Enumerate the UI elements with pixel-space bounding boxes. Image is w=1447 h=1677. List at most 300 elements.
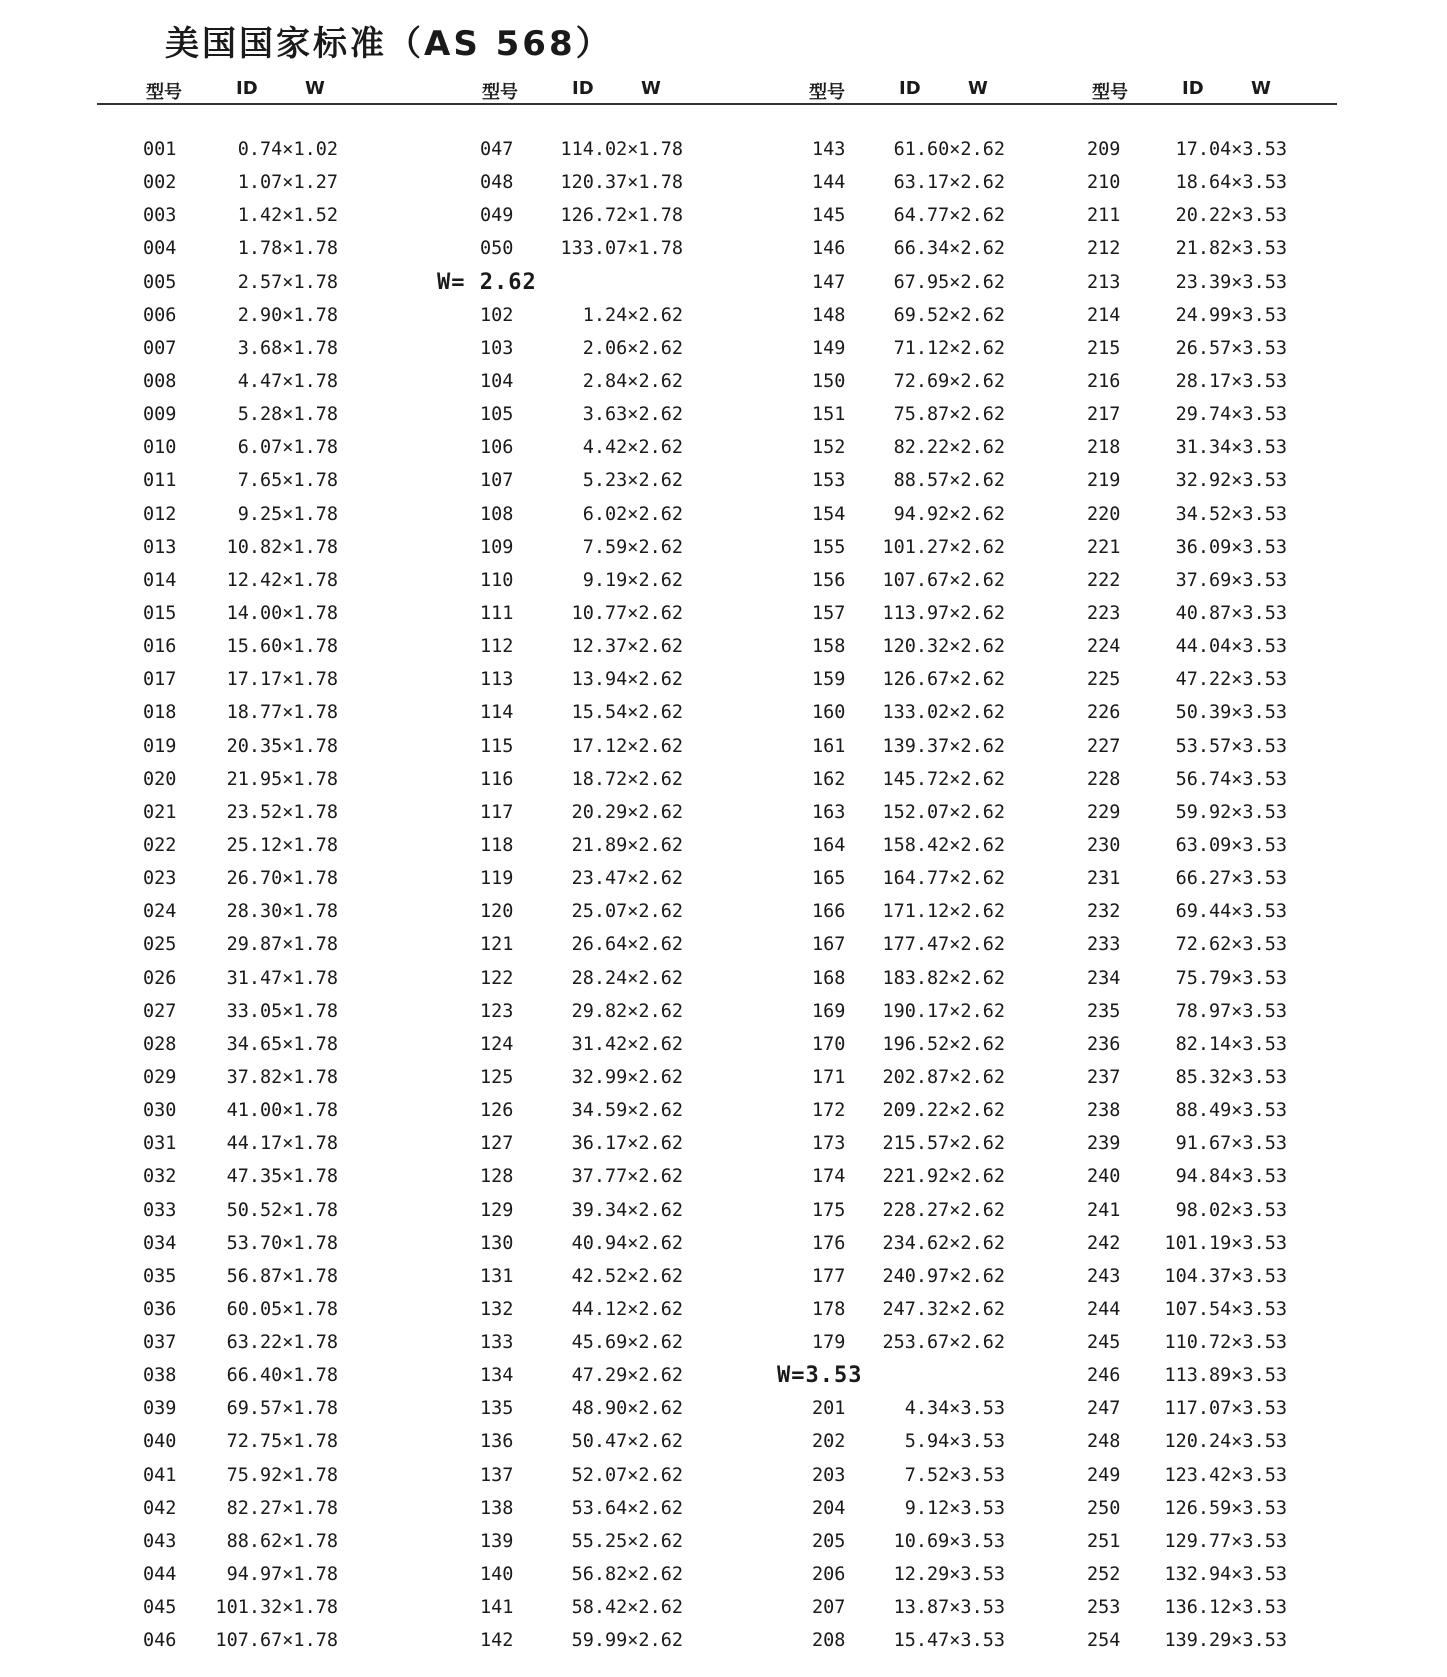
model-code: 035 <box>143 1265 177 1287</box>
table-row <box>480 796 693 829</box>
table-row <box>143 431 348 464</box>
table-row <box>1087 895 1297 928</box>
size-value: 31.34×3.53 <box>1175 437 1287 459</box>
table-row <box>1087 1028 1297 1061</box>
model-code: 122 <box>480 967 514 989</box>
size-value: 47.35×1.78 <box>226 1166 338 1188</box>
size-value: 5.28×1.78 <box>237 404 338 426</box>
model-code: 207 <box>812 1597 846 1619</box>
model-code: 102 <box>480 304 514 326</box>
table-row <box>812 166 1015 199</box>
size-value: 72.69×2.62 <box>893 370 1005 392</box>
model-code: 164 <box>812 834 846 856</box>
model-code: 142 <box>480 1630 514 1652</box>
model-code: 046 <box>143 1630 177 1652</box>
size-value: 55.25×2.62 <box>571 1530 683 1552</box>
model-code: 247 <box>1087 1398 1121 1420</box>
table-row <box>143 1326 348 1359</box>
size-value: 28.24×2.62 <box>571 967 683 989</box>
size-value: 29.74×3.53 <box>1175 404 1287 426</box>
table-row <box>812 696 1015 729</box>
model-code: 148 <box>812 304 846 326</box>
table-row <box>480 862 693 895</box>
table-row <box>812 1492 1015 1525</box>
model-code: 119 <box>480 868 514 890</box>
size-value: 13.87×3.53 <box>893 1597 1005 1619</box>
model-code: 157 <box>812 602 846 624</box>
size-value: 48.90×2.62 <box>571 1398 683 1420</box>
table-row <box>143 332 348 365</box>
table-row <box>1087 962 1297 995</box>
table-row <box>1087 398 1297 431</box>
model-code: 160 <box>812 702 846 724</box>
size-value: 53.64×2.62 <box>571 1497 683 1519</box>
table-row <box>1087 995 1297 1028</box>
size-value: 21.89×2.62 <box>571 834 683 856</box>
size-value: 20.22×3.53 <box>1175 205 1287 227</box>
table-row <box>480 1591 693 1624</box>
table-row <box>143 1591 348 1624</box>
size-value: 26.57×3.53 <box>1175 337 1287 359</box>
model-code: 236 <box>1087 1033 1121 1055</box>
model-code: 229 <box>1087 801 1121 823</box>
model-code: 169 <box>812 1000 846 1022</box>
size-value: 240.97×2.62 <box>882 1265 1005 1287</box>
size-value: 7.52×3.53 <box>904 1464 1005 1486</box>
table-row <box>812 1260 1015 1293</box>
table-row <box>143 1094 348 1127</box>
table-row <box>812 1127 1015 1160</box>
size-value: 5.23×2.62 <box>582 470 683 492</box>
table-row <box>143 730 348 763</box>
table-row <box>143 1293 348 1326</box>
model-code: 130 <box>480 1232 514 1254</box>
model-code: 023 <box>143 868 177 890</box>
model-code: 104 <box>480 370 514 392</box>
model-code: 034 <box>143 1232 177 1254</box>
size-value: 25.07×2.62 <box>571 901 683 923</box>
model-code: 124 <box>480 1033 514 1055</box>
size-value: 15.54×2.62 <box>571 702 683 724</box>
size-value: 15.47×3.53 <box>893 1630 1005 1652</box>
size-value: 82.22×2.62 <box>893 437 1005 459</box>
table-row <box>480 1326 693 1359</box>
size-value: 113.97×2.62 <box>882 602 1005 624</box>
size-value: 59.99×2.62 <box>571 1630 683 1652</box>
model-code: 225 <box>1087 669 1121 691</box>
model-code: 002 <box>143 172 177 194</box>
size-value: 7.65×1.78 <box>237 470 338 492</box>
size-value: 183.82×2.62 <box>882 967 1005 989</box>
model-code: 117 <box>480 801 514 823</box>
model-code: 111 <box>480 602 514 624</box>
model-code: 248 <box>1087 1431 1121 1453</box>
model-code: 116 <box>480 768 514 790</box>
table-row <box>1087 1293 1297 1326</box>
size-value: 36.09×3.53 <box>1175 536 1287 558</box>
size-value: 75.87×2.62 <box>893 404 1005 426</box>
table-row <box>1087 1591 1297 1624</box>
size-value: 69.44×3.53 <box>1175 901 1287 923</box>
size-value: 63.17×2.62 <box>893 172 1005 194</box>
model-code: 145 <box>812 205 846 227</box>
model-code: 172 <box>812 1100 846 1122</box>
size-value: 9.12×3.53 <box>904 1497 1005 1519</box>
model-code: 170 <box>812 1033 846 1055</box>
model-code: 156 <box>812 569 846 591</box>
header-model: 型号 <box>1092 82 1128 103</box>
table-row <box>812 531 1015 564</box>
size-value: 50.52×1.78 <box>226 1199 338 1221</box>
model-code: 143 <box>812 139 846 160</box>
size-value: 202.87×2.62 <box>882 1066 1005 1088</box>
size-value: 158.42×2.62 <box>882 834 1005 856</box>
table-row <box>143 464 348 497</box>
table-row <box>1087 1492 1297 1525</box>
table-row <box>480 464 693 497</box>
model-code: 223 <box>1087 602 1121 624</box>
model-code: 216 <box>1087 370 1121 392</box>
table-row <box>812 862 1015 895</box>
size-value: 6.07×1.78 <box>237 437 338 459</box>
table-row <box>480 498 693 531</box>
model-code: 179 <box>812 1332 846 1354</box>
model-code: 176 <box>812 1232 846 1254</box>
size-value: 1.24×2.62 <box>582 304 683 326</box>
model-code: 230 <box>1087 834 1121 856</box>
size-value: 67.95×2.62 <box>893 271 1005 293</box>
model-code: 026 <box>143 967 177 989</box>
size-value: 18.64×3.53 <box>1175 172 1287 194</box>
model-code: 213 <box>1087 271 1121 293</box>
size-value: 32.99×2.62 <box>571 1066 683 1088</box>
model-code: 167 <box>812 934 846 956</box>
model-code: 171 <box>812 1066 846 1088</box>
table-row <box>480 962 693 995</box>
model-code: 161 <box>812 735 846 757</box>
size-value: 66.27×3.53 <box>1175 868 1287 890</box>
table-row <box>1087 266 1297 299</box>
table-row <box>812 299 1015 332</box>
table-row <box>143 1194 348 1227</box>
size-value: 50.47×2.62 <box>571 1431 683 1453</box>
table-row <box>480 730 693 763</box>
table-row <box>812 796 1015 829</box>
table-row <box>1087 1624 1297 1657</box>
size-value: 1.42×1.52 <box>237 205 338 227</box>
table-row <box>143 1392 348 1425</box>
table-row <box>480 166 693 199</box>
model-code: 141 <box>480 1597 514 1619</box>
size-value: 34.59×2.62 <box>571 1100 683 1122</box>
table-row <box>812 332 1015 365</box>
size-value: 88.49×3.53 <box>1175 1100 1287 1122</box>
model-code: 153 <box>812 470 846 492</box>
table-row <box>812 630 1015 663</box>
table-column-1 <box>143 133 348 1653</box>
model-code: 147 <box>812 271 846 293</box>
size-value: 29.82×2.62 <box>571 1000 683 1022</box>
model-code: 214 <box>1087 304 1121 326</box>
table-row <box>143 1425 348 1458</box>
table-row <box>480 1028 693 1061</box>
model-code: 011 <box>143 470 177 492</box>
size-value: 52.07×2.62 <box>571 1464 683 1486</box>
model-code: 159 <box>812 669 846 691</box>
size-value: 3.68×1.78 <box>237 337 338 359</box>
size-value: 26.64×2.62 <box>571 934 683 956</box>
model-code: 201 <box>812 1398 846 1420</box>
table-row <box>143 266 348 299</box>
table-row <box>143 531 348 564</box>
model-code: 040 <box>143 1431 177 1453</box>
header-w: W <box>641 78 661 99</box>
model-code: 245 <box>1087 1332 1121 1354</box>
model-code: 110 <box>480 569 514 591</box>
table-row <box>143 199 348 232</box>
table-row <box>1087 232 1297 265</box>
size-value: 53.57×3.53 <box>1175 735 1287 757</box>
table-row <box>1087 1459 1297 1492</box>
table-row <box>1087 332 1297 365</box>
section-label: W= 2.62 <box>437 269 537 295</box>
model-code: 212 <box>1087 238 1121 260</box>
table-row <box>480 1425 693 1458</box>
model-code: 017 <box>143 669 177 691</box>
table-row <box>1087 829 1297 862</box>
size-value: 17.12×2.62 <box>571 735 683 757</box>
model-code: 024 <box>143 901 177 923</box>
table-row <box>143 895 348 928</box>
table-row <box>480 1160 693 1193</box>
header-id: ID <box>899 78 921 99</box>
table-row <box>1087 696 1297 729</box>
table-row <box>1087 299 1297 332</box>
model-code: 009 <box>143 404 177 426</box>
size-value: 196.52×2.62 <box>882 1033 1005 1055</box>
table-row <box>480 133 693 166</box>
model-code: 012 <box>143 503 177 525</box>
model-code: 131 <box>480 1265 514 1287</box>
size-value: 253.67×2.62 <box>882 1332 1005 1354</box>
model-code: 028 <box>143 1033 177 1055</box>
size-value: 18.77×1.78 <box>226 702 338 724</box>
size-value: 50.39×3.53 <box>1175 702 1287 724</box>
table-row <box>1087 1326 1297 1359</box>
table-row <box>812 564 1015 597</box>
model-code: 177 <box>812 1265 846 1287</box>
model-code: 136 <box>480 1431 514 1453</box>
table-row <box>480 696 693 729</box>
model-code: 209 <box>1087 139 1121 160</box>
model-code: 109 <box>480 536 514 558</box>
model-code: 019 <box>143 735 177 757</box>
size-value: 23.52×1.78 <box>226 801 338 823</box>
table-row <box>1087 862 1297 895</box>
model-code: 174 <box>812 1166 846 1188</box>
size-value: 113.89×3.53 <box>1164 1365 1287 1387</box>
table-row <box>1087 166 1297 199</box>
table-row <box>812 1227 1015 1260</box>
table-row <box>812 962 1015 995</box>
size-value: 53.70×1.78 <box>226 1232 338 1254</box>
table-row <box>480 1061 693 1094</box>
table-row <box>143 133 348 166</box>
size-value: 42.52×2.62 <box>571 1265 683 1287</box>
size-value: 64.77×2.62 <box>893 205 1005 227</box>
table-row <box>143 1260 348 1293</box>
model-code: 220 <box>1087 503 1121 525</box>
table-row <box>812 1591 1015 1624</box>
table-row <box>1087 1194 1297 1227</box>
table-row <box>143 498 348 531</box>
table-column-3 <box>777 133 1015 1653</box>
table-row <box>480 431 693 464</box>
model-code: 049 <box>480 205 514 227</box>
table-row <box>480 1392 693 1425</box>
model-code: 238 <box>1087 1100 1121 1122</box>
table-row <box>143 1558 348 1591</box>
table-row <box>480 1293 693 1326</box>
model-code: 103 <box>480 337 514 359</box>
table-row <box>812 1160 1015 1193</box>
size-value: 56.82×2.62 <box>571 1564 683 1586</box>
table-row <box>812 928 1015 961</box>
table-row <box>480 1459 693 1492</box>
size-value: 14.00×1.78 <box>226 602 338 624</box>
size-value: 47.22×3.53 <box>1175 669 1287 691</box>
table-row <box>143 928 348 961</box>
size-value: 126.59×3.53 <box>1164 1497 1287 1519</box>
model-code: 004 <box>143 238 177 260</box>
table-row <box>143 1459 348 1492</box>
model-code: 221 <box>1087 536 1121 558</box>
model-code: 121 <box>480 934 514 956</box>
model-code: 115 <box>480 735 514 757</box>
size-value: 12.37×2.62 <box>571 636 683 658</box>
model-code: 215 <box>1087 337 1121 359</box>
table-row <box>480 1094 693 1127</box>
size-value: 63.22×1.78 <box>226 1332 338 1354</box>
size-value: 15.60×1.78 <box>226 636 338 658</box>
table-row <box>812 365 1015 398</box>
size-value: 34.52×3.53 <box>1175 503 1287 525</box>
table-row <box>1087 763 1297 796</box>
table-row <box>1087 1260 1297 1293</box>
model-code: 144 <box>812 172 846 194</box>
size-value: 82.14×3.53 <box>1175 1033 1287 1055</box>
model-code: 232 <box>1087 901 1121 923</box>
size-value: 9.25×1.78 <box>237 503 338 525</box>
table-row <box>143 1525 348 1558</box>
size-value: 1.07×1.27 <box>237 172 338 194</box>
size-value: 234.62×2.62 <box>882 1232 1005 1254</box>
header-model: 型号 <box>146 82 182 103</box>
size-value: 3.63×2.62 <box>582 404 683 426</box>
table-row <box>1087 531 1297 564</box>
model-code: 021 <box>143 801 177 823</box>
table-row <box>143 995 348 1028</box>
size-value: 78.97×3.53 <box>1175 1000 1287 1022</box>
model-code: 016 <box>143 636 177 658</box>
header-divider <box>97 103 1337 105</box>
size-value: 37.82×1.78 <box>226 1066 338 1088</box>
size-value: 75.79×3.53 <box>1175 967 1287 989</box>
size-value: 107.67×1.78 <box>215 1630 338 1652</box>
model-code: 252 <box>1087 1564 1121 1586</box>
size-value: 123.42×3.53 <box>1164 1464 1287 1486</box>
model-code: 173 <box>812 1133 846 1155</box>
model-code: 206 <box>812 1564 846 1586</box>
size-value: 94.84×3.53 <box>1175 1166 1287 1188</box>
size-value: 47.29×2.62 <box>571 1365 683 1387</box>
table-row <box>812 1293 1015 1326</box>
size-value: 2.06×2.62 <box>582 337 683 359</box>
size-value: 31.47×1.78 <box>226 967 338 989</box>
size-value: 44.12×2.62 <box>571 1298 683 1320</box>
model-code: 139 <box>480 1530 514 1552</box>
model-code: 227 <box>1087 735 1121 757</box>
table-row <box>812 431 1015 464</box>
size-value: 10.69×3.53 <box>893 1530 1005 1552</box>
table-row <box>812 663 1015 696</box>
model-code: 112 <box>480 636 514 658</box>
table-row <box>812 133 1015 166</box>
model-code: 008 <box>143 370 177 392</box>
size-value: 44.17×1.78 <box>226 1133 338 1155</box>
model-code: 027 <box>143 1000 177 1022</box>
size-value: 85.32×3.53 <box>1175 1066 1287 1088</box>
size-value: 66.34×2.62 <box>893 238 1005 260</box>
size-value: 69.57×1.78 <box>226 1398 338 1420</box>
table-row <box>480 332 693 365</box>
model-code: 003 <box>143 205 177 227</box>
size-value: 59.92×3.53 <box>1175 801 1287 823</box>
size-value: 215.57×2.62 <box>882 1133 1005 1155</box>
table-row <box>812 763 1015 796</box>
model-code: 033 <box>143 1199 177 1221</box>
size-value: 91.67×3.53 <box>1175 1133 1287 1155</box>
model-code: 233 <box>1087 934 1121 956</box>
table-row <box>143 398 348 431</box>
table-row <box>812 1624 1015 1657</box>
section-label-row <box>777 1359 1015 1392</box>
model-code: 038 <box>143 1365 177 1387</box>
table-row <box>143 1227 348 1260</box>
size-value: 20.29×2.62 <box>571 801 683 823</box>
size-value: 4.47×1.78 <box>237 370 338 392</box>
size-value: 133.02×2.62 <box>882 702 1005 724</box>
model-code: 123 <box>480 1000 514 1022</box>
model-code: 127 <box>480 1133 514 1155</box>
size-value: 25.12×1.78 <box>226 834 338 856</box>
size-value: 12.42×1.78 <box>226 569 338 591</box>
model-code: 010 <box>143 437 177 459</box>
size-value: 23.47×2.62 <box>571 868 683 890</box>
size-value: 4.42×2.62 <box>582 437 683 459</box>
table-row <box>812 1425 1015 1458</box>
table-row <box>480 232 693 265</box>
model-code: 137 <box>480 1464 514 1486</box>
model-code: 208 <box>812 1630 846 1652</box>
table-row <box>812 498 1015 531</box>
size-value: 152.07×2.62 <box>882 801 1005 823</box>
size-value: 88.62×1.78 <box>226 1530 338 1552</box>
model-code: 155 <box>812 536 846 558</box>
model-code: 013 <box>143 536 177 558</box>
model-code: 047 <box>480 139 514 160</box>
size-value: 2.57×1.78 <box>237 271 338 293</box>
